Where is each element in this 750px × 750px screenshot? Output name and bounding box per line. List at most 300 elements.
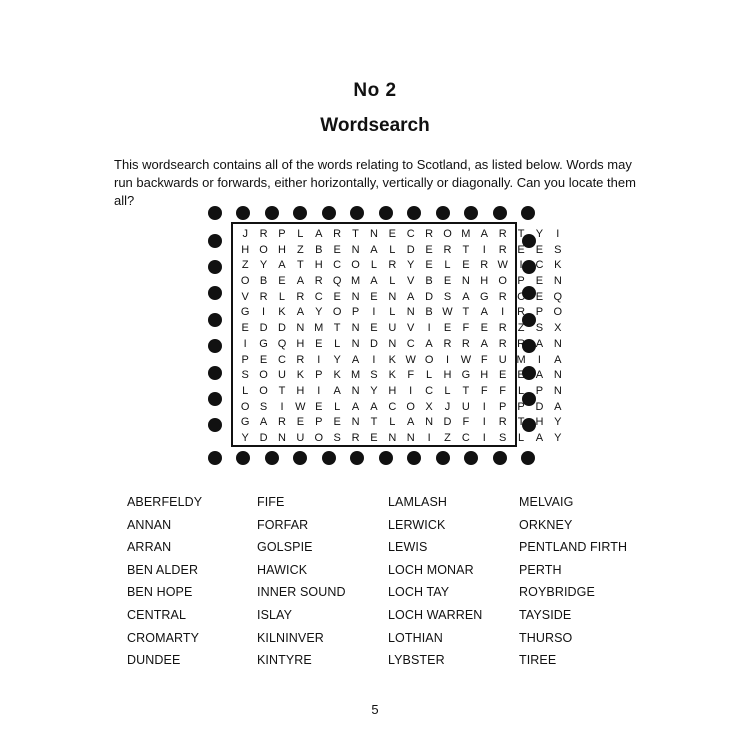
border-dot [236, 451, 250, 465]
grid-letter[interactable]: N [278, 431, 286, 444]
grid-letter[interactable]: P [517, 275, 525, 288]
grid-letter[interactable]: Y [333, 353, 341, 366]
border-dot [293, 451, 307, 465]
grid-letter[interactable]: A [554, 400, 562, 413]
word-list-item: LOCH WARREN [388, 607, 483, 622]
word-list-item: ISLAY [257, 607, 293, 622]
grid-letter[interactable]: C [406, 228, 415, 240]
grid-row [236, 258, 567, 274]
grid-letter[interactable]: S [259, 400, 268, 413]
grid-letter[interactable]: N [553, 369, 562, 382]
grid-letter[interactable]: Y [407, 259, 415, 272]
grid-letter[interactable]: O [314, 431, 324, 444]
grid-letter[interactable]: N [553, 275, 562, 288]
grid-letter[interactable]: D [259, 431, 268, 444]
grid-letter[interactable]: D [259, 322, 268, 335]
grid-letter[interactable]: A [296, 306, 305, 319]
grid-letter[interactable]: H [314, 259, 323, 272]
grid-letter[interactable]: O [553, 306, 563, 319]
grid-letter[interactable]: O [498, 275, 507, 288]
grid-letter[interactable]: O [332, 306, 342, 319]
grid-letter[interactable]: O [240, 400, 250, 413]
grid-letter[interactable]: E [480, 322, 488, 335]
grid-letter[interactable]: S [443, 290, 452, 303]
grid-letter[interactable]: L [444, 259, 451, 272]
grid-letter[interactable]: L [278, 290, 286, 303]
grid-letter[interactable]: A [351, 353, 360, 366]
grid-letter[interactable]: I [372, 306, 376, 319]
grid-letter[interactable]: R [498, 416, 507, 429]
grid-letter[interactable]: W [295, 400, 306, 413]
grid-letter[interactable]: P [315, 369, 323, 382]
grid-letter[interactable]: F [499, 384, 507, 397]
grid-letter[interactable]: N [351, 416, 360, 429]
grid-letter[interactable]: S [554, 243, 562, 256]
word-list-item: THURSO [519, 630, 573, 645]
grid-letter[interactable]: G [479, 290, 489, 303]
grid-letter[interactable]: C [388, 400, 397, 413]
grid-row [236, 305, 567, 321]
grid-letter[interactable]: H [388, 384, 397, 397]
grid-letter[interactable]: L [334, 400, 341, 413]
grid-letter[interactable]: R [498, 337, 507, 350]
word-list-item: LEWIS [388, 540, 428, 555]
grid-letter[interactable]: A [554, 353, 562, 366]
grid-letter[interactable]: E [333, 416, 341, 429]
grid-letter[interactable]: H [535, 416, 544, 429]
border-dot [208, 418, 222, 432]
grid-letter[interactable]: Y [241, 431, 249, 444]
grid-letter[interactable]: E [370, 431, 378, 444]
word-list-item: HAWICK [257, 562, 308, 577]
grid-letter[interactable]: A [370, 400, 378, 413]
grid-letter[interactable]: L [517, 384, 525, 397]
grid-letter[interactable]: E [388, 228, 396, 240]
border-dot [208, 260, 222, 274]
grid-letter[interactable]: D [278, 322, 286, 335]
grid-letter[interactable]: E [315, 400, 323, 413]
grid-letter[interactable]: C [278, 353, 286, 366]
grid-letter[interactable]: R [425, 228, 434, 240]
border-dot [208, 313, 222, 327]
border-dot [265, 206, 279, 220]
grid-letter[interactable]: P [315, 416, 323, 429]
grid-letter[interactable]: O [406, 400, 415, 413]
word-list-item: GOLSPIE [257, 540, 313, 555]
grid-letter[interactable]: L [370, 259, 377, 272]
grid-letter[interactable]: E [333, 290, 341, 303]
grid-letter[interactable]: O [259, 384, 268, 397]
grid-letter[interactable]: R [443, 337, 452, 350]
grid-letter[interactable]: A [315, 228, 323, 240]
grid-letter[interactable]: C [535, 259, 544, 272]
grid-letter[interactable]: E [535, 275, 544, 288]
grid-letter[interactable]: T [352, 228, 359, 240]
word-column [257, 493, 346, 674]
grid-letter[interactable]: N [553, 384, 562, 397]
word-list-item: KILNINVER [257, 630, 324, 645]
letter-grid [231, 222, 563, 447]
grid-letter[interactable]: S [535, 322, 544, 335]
grid-letter[interactable]: M [350, 369, 361, 382]
grid-letter[interactable]: M [314, 322, 324, 335]
grid-letter[interactable]: P [241, 353, 249, 366]
word-list-item: CENTRAL [127, 607, 187, 622]
border-dot [208, 366, 222, 380]
grid-letter[interactable]: H [296, 384, 305, 397]
grid-letter[interactable]: H [296, 337, 305, 350]
grid-row [236, 353, 567, 369]
grid-letter[interactable]: E [296, 416, 305, 429]
grid-letter[interactable]: O [259, 243, 268, 256]
grid-letter[interactable]: E [259, 353, 268, 366]
grid-letter[interactable]: W [460, 353, 472, 366]
grid-letter[interactable]: C [406, 337, 415, 350]
grid-letter[interactable]: L [389, 416, 396, 429]
grid-letter[interactable]: L [389, 306, 396, 319]
grid-letter[interactable]: N [406, 306, 415, 319]
grid-letter[interactable]: E [333, 243, 341, 256]
grid-letter[interactable]: A [333, 384, 341, 397]
grid-letter[interactable]: G [461, 369, 471, 382]
grid-letter[interactable]: F [480, 384, 488, 397]
grid-letter[interactable]: I [317, 384, 321, 397]
grid-letter[interactable]: O [351, 259, 360, 272]
grid-letter[interactable]: E [443, 322, 452, 335]
grid-letter[interactable]: E [425, 243, 433, 256]
grid-letter[interactable]: Y [259, 259, 268, 272]
grid-letter[interactable]: W [405, 353, 416, 366]
grid-letter[interactable]: R [314, 275, 323, 288]
grid-letter[interactable]: I [482, 243, 486, 256]
grid-letter[interactable]: Q [332, 275, 342, 288]
grid-letter[interactable]: R [498, 243, 507, 256]
grid-letter[interactable]: U [461, 400, 470, 413]
grid-letter[interactable]: C [333, 259, 342, 272]
grid-letter[interactable]: N [351, 290, 360, 303]
grid-letter[interactable]: A [480, 306, 488, 319]
grid-letter[interactable]: L [389, 243, 396, 256]
grid-letter[interactable]: F [462, 322, 470, 335]
grid-letter[interactable]: S [498, 431, 507, 444]
grid-letter[interactable]: P [498, 400, 507, 413]
grid-letter[interactable]: D [443, 416, 452, 429]
grid-letter[interactable]: A [535, 337, 544, 350]
grid-letter[interactable]: R [296, 290, 305, 303]
grid-letter[interactable]: N [369, 228, 378, 240]
grid-row [236, 274, 567, 290]
grid-letter[interactable]: F [480, 353, 488, 366]
grid-letter[interactable]: A [296, 275, 305, 288]
grid-letter[interactable]: I [427, 322, 431, 335]
grid-letter[interactable]: A [480, 228, 488, 240]
word-column [519, 493, 627, 674]
grid-letter[interactable]: J [242, 228, 248, 240]
grid-letter[interactable]: D [406, 243, 415, 256]
word-list-item: LOTHIAN [388, 630, 443, 645]
grid-letter[interactable]: H [480, 369, 489, 382]
grid-letter[interactable]: B [425, 306, 433, 319]
grid-letter[interactable]: E [462, 259, 470, 272]
grid-letter[interactable]: E [535, 290, 544, 303]
grid-letter[interactable]: G [240, 416, 250, 429]
grid-letter[interactable]: P [535, 384, 544, 397]
word-list-item: DUNDEE [127, 653, 181, 668]
grid-letter[interactable]: T [462, 384, 470, 397]
grid-letter[interactable]: H [480, 275, 489, 288]
grid-letter[interactable]: J [444, 400, 451, 413]
grid-row [236, 337, 567, 353]
border-dot [436, 451, 450, 465]
grid-letter[interactable]: H [443, 369, 452, 382]
word-list-item: LERWICK [388, 517, 446, 532]
grid-letter[interactable]: E [241, 322, 249, 335]
grid-letter[interactable]: H [241, 243, 250, 256]
grid-letter[interactable]: E [315, 337, 323, 350]
grid-letter[interactable]: I [519, 259, 523, 272]
grid-letter[interactable]: A [480, 337, 488, 350]
grid-letter[interactable]: C [517, 290, 526, 303]
word-list-item: MELVAIG [519, 495, 574, 509]
word-list-item: ARRAN [127, 540, 172, 555]
grid-letter[interactable]: O [443, 228, 452, 240]
grid-letter[interactable]: E [278, 275, 286, 288]
grid-letter[interactable]: N [388, 290, 397, 303]
grid-letter[interactable]: N [388, 431, 397, 444]
grid-letter[interactable]: I [317, 353, 321, 366]
grid-letter[interactable]: Y [315, 306, 323, 319]
grid-letter[interactable]: U [498, 353, 507, 366]
grid-letter[interactable]: E [370, 322, 378, 335]
grid-letter[interactable]: R [498, 228, 507, 240]
grid-letter[interactable]: N [553, 337, 562, 350]
grid-letter[interactable]: T [462, 243, 470, 256]
grid-letter[interactable]: I [482, 431, 486, 444]
grid-letter[interactable]: R [443, 243, 452, 256]
grid-letter[interactable]: R [278, 416, 286, 429]
grid-letter[interactable]: K [554, 259, 562, 272]
border-dot [208, 286, 222, 300]
grid-letter[interactable]: T [517, 228, 525, 240]
grid-letter[interactable]: I [482, 400, 486, 413]
grid-letter[interactable]: T [297, 259, 304, 272]
grid-letter[interactable]: R [498, 322, 507, 335]
word-list-item: ORKNEY [519, 517, 573, 532]
grid-letter[interactable]: V [407, 275, 415, 288]
grid-letter[interactable]: D [535, 400, 544, 413]
grid-letter[interactable]: R [259, 228, 268, 240]
grid-letter[interactable]: E [517, 243, 525, 256]
border-dot [322, 451, 336, 465]
grid-letter[interactable]: I [445, 353, 450, 366]
grid-letter[interactable]: R [351, 431, 360, 444]
grid-letter[interactable]: R [480, 259, 489, 272]
grid-letter[interactable]: C [425, 384, 434, 397]
grid-letter[interactable]: I [537, 353, 541, 366]
grid-letter[interactable]: N [461, 275, 470, 288]
grid-letter[interactable]: S [333, 431, 341, 444]
grid-letter[interactable]: P [278, 228, 286, 240]
border-dot [464, 451, 478, 465]
grid-letter[interactable]: I [409, 384, 413, 397]
grid-letter[interactable]: N [406, 431, 415, 444]
grid-letter[interactable]: E [370, 290, 378, 303]
grid-letter[interactable]: M [516, 353, 526, 366]
grid-letter[interactable]: R [296, 353, 305, 366]
grid-letter[interactable]: I [482, 416, 486, 429]
grid-letter[interactable]: A [407, 416, 415, 429]
grid-letter[interactable]: N [296, 322, 305, 335]
grid-letter[interactable]: E [443, 275, 452, 288]
grid-letter[interactable]: U [388, 322, 397, 335]
word-list-item: PENTLAND FIRTH [519, 540, 628, 555]
grid-letter[interactable]: Z [241, 259, 249, 272]
grid-letter[interactable]: P [351, 306, 360, 319]
border-dot [208, 234, 222, 248]
grid-letter[interactable]: C [314, 290, 323, 303]
grid-row [236, 227, 567, 243]
grid-letter[interactable]: R [333, 228, 342, 240]
grid-letter[interactable]: K [388, 353, 396, 366]
grid-row [236, 415, 567, 431]
grid-letter[interactable]: O [259, 369, 268, 382]
grid-letter[interactable]: M [350, 275, 361, 288]
grid-letter[interactable]: A [407, 290, 415, 303]
grid-letter[interactable]: N [351, 337, 360, 350]
grid-letter[interactable]: I [262, 306, 266, 319]
grid-letter[interactable]: B [425, 275, 433, 288]
grid-letter[interactable]: A [370, 275, 378, 288]
grid-letter[interactable]: D [425, 290, 434, 303]
grid-letter[interactable]: A [370, 243, 378, 256]
border-dot [493, 206, 507, 220]
grid-letter[interactable]: N [388, 337, 397, 350]
grid-letter[interactable]: K [296, 369, 305, 382]
grid-letter[interactable]: L [389, 275, 396, 288]
grid-letter[interactable]: R [259, 290, 268, 303]
grid-letter[interactable]: P [517, 400, 525, 413]
grid-letter[interactable]: X [554, 322, 562, 335]
grid-letter[interactable]: L [426, 369, 433, 382]
grid-letter[interactable]: P [535, 306, 544, 319]
grid-letter[interactable]: L [242, 384, 249, 397]
grid-letter[interactable]: D [369, 337, 378, 350]
grid-letter[interactable]: R [388, 259, 397, 272]
grid-letter[interactable]: I [243, 337, 247, 350]
grid-letter[interactable]: G [259, 337, 268, 350]
grid-letter[interactable]: N [351, 384, 360, 397]
grid-letter[interactable]: L [334, 337, 341, 350]
grid-letter[interactable]: V [241, 290, 249, 303]
grid-letter[interactable]: Y [554, 416, 562, 429]
grid-letter[interactable]: O [424, 353, 434, 366]
grid-letter[interactable]: H [278, 243, 286, 256]
grid-letter[interactable]: A [535, 431, 544, 444]
grid-letter[interactable]: A [425, 337, 433, 350]
grid-letter[interactable]: R [461, 337, 470, 350]
grid-letter[interactable]: K [333, 369, 341, 382]
grid-letter[interactable]: R [498, 290, 507, 303]
grid-letter[interactable]: N [425, 416, 434, 429]
grid-letter[interactable]: F [407, 369, 415, 382]
grid-letter[interactable]: R [517, 306, 526, 319]
grid-letter[interactable]: Z [297, 243, 304, 256]
grid-letter[interactable]: I [427, 431, 431, 444]
grid-letter[interactable]: E [535, 243, 544, 256]
grid-letter[interactable]: U [278, 369, 286, 382]
grid-letter[interactable]: I [501, 306, 505, 319]
grid-letter[interactable]: T [517, 416, 525, 429]
grid-letter[interactable]: V [407, 322, 415, 335]
grid-letter[interactable]: Z [517, 322, 525, 335]
grid-letter[interactable]: T [462, 306, 470, 319]
grid-letter[interactable]: N [351, 243, 360, 256]
grid-letter[interactable]: Q [553, 290, 563, 303]
grid-letter[interactable]: E [498, 369, 507, 382]
grid-letter[interactable]: K [388, 369, 396, 382]
grid-letter[interactable]: A [535, 369, 544, 382]
grid-letter[interactable]: Y [554, 431, 562, 444]
grid-letter[interactable]: O [240, 275, 250, 288]
grid-letter[interactable]: X [425, 400, 433, 413]
grid-letter[interactable]: F [462, 416, 470, 429]
grid-letter[interactable]: E [517, 369, 525, 382]
grid-letter[interactable]: Z [444, 431, 451, 444]
grid-letter[interactable]: B [315, 243, 323, 256]
border-dot [379, 451, 393, 465]
grid-letter[interactable]: S [370, 369, 378, 382]
grid-letter[interactable]: T [278, 384, 286, 397]
grid-letter[interactable]: K [278, 306, 286, 319]
border-dot [407, 206, 421, 220]
grid-letter[interactable]: I [372, 353, 376, 366]
grid-letter[interactable]: L [444, 384, 451, 397]
grid-letter[interactable]: I [280, 400, 284, 413]
border-dot [407, 451, 421, 465]
border-dot [493, 451, 507, 465]
word-list-item: PERTH [519, 562, 562, 577]
grid-letter[interactable]: A [278, 259, 286, 272]
grid-row [236, 243, 567, 259]
grid-letter[interactable]: M [461, 228, 471, 240]
grid-letter[interactable]: E [425, 259, 433, 272]
grid-row [236, 321, 567, 337]
grid-letter[interactable]: L [517, 431, 525, 444]
grid-letter[interactable]: L [297, 228, 304, 240]
grid-letter[interactable]: R [517, 337, 526, 350]
grid-letter[interactable]: U [296, 431, 305, 444]
grid-letter[interactable]: Y [535, 228, 544, 240]
grid-letter[interactable]: C [461, 431, 470, 444]
grid-letter[interactable]: S [241, 369, 249, 382]
grid-letter[interactable]: N [351, 322, 360, 335]
grid-letter[interactable]: A [351, 400, 360, 413]
grid-letter[interactable]: W [497, 259, 508, 272]
word-list-item: ROYBRIDGE [519, 585, 595, 600]
grid-letter[interactable]: G [240, 306, 250, 319]
grid-letter[interactable]: T [370, 416, 378, 429]
grid-letter[interactable]: Y [370, 384, 378, 397]
grid-letter[interactable]: I [556, 228, 560, 240]
grid-letter[interactable]: B [259, 275, 268, 288]
word-list-item: TAYSIDE [519, 607, 572, 622]
grid-letter[interactable]: Q [277, 337, 287, 350]
grid-letter[interactable]: A [462, 290, 470, 303]
grid-letter[interactable]: T [333, 322, 341, 335]
grid-letter[interactable]: W [442, 306, 453, 319]
word-list-item: FIFE [257, 495, 285, 509]
grid-letter[interactable]: A [259, 416, 268, 429]
